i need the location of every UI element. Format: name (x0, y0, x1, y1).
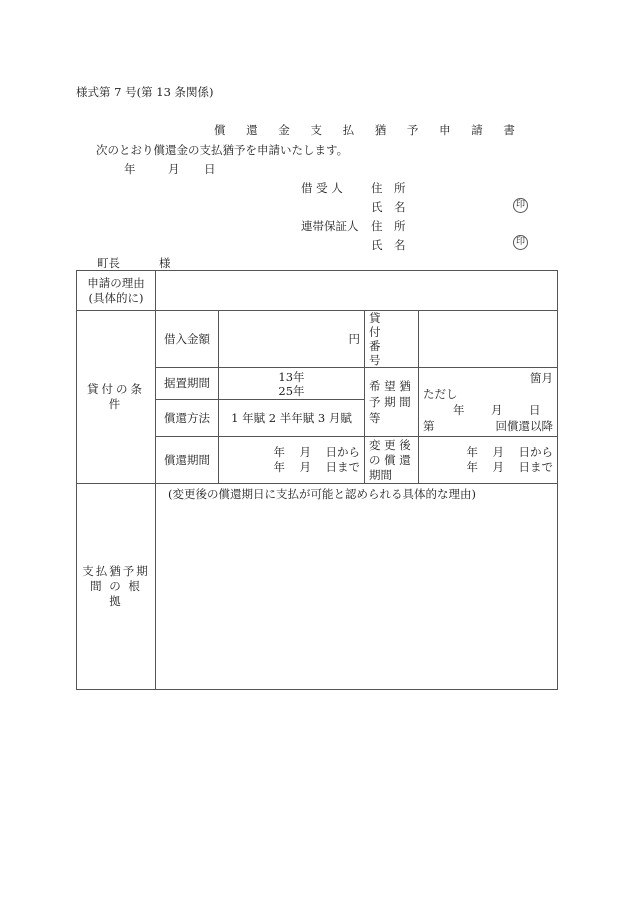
borrower-name-label: 氏 名 (371, 200, 406, 214)
addressee-title: 町長 (97, 256, 120, 270)
borrowed-amount-label: 借入金額 (156, 311, 219, 368)
guarantor-name-label: 氏 名 (371, 238, 406, 252)
form-number: 様式第 7 号(第 13 条関係) (76, 85, 214, 99)
changed-period-field[interactable]: 年 月 日から 年 月 日まで (419, 437, 558, 484)
desired-deferral-field[interactable]: 箇月 ただし 年 月 日 第 回償還以降 (419, 368, 558, 437)
application-date (124, 161, 216, 177)
date-day: 日 (204, 162, 216, 176)
yen-unit: 円 (348, 331, 360, 346)
seal-icon: 印 (513, 235, 528, 250)
borrowed-amount-field[interactable] (219, 311, 365, 368)
reason-label: 申請の理由 (具体的に) (77, 271, 156, 311)
repayment-period-label: 償還期間 (156, 437, 219, 484)
seal-icon: 印 (513, 198, 528, 213)
date-month: 月 (168, 162, 180, 176)
deferral-basis-field[interactable] (156, 484, 558, 690)
grace-period-value: 13年 25年 (219, 368, 365, 400)
intro-text: 次のとおり償還金の支払猶予を申請いたします。 (96, 143, 349, 157)
repayment-method-label: 償還方法 (156, 400, 219, 437)
application-form-table (76, 270, 558, 690)
loan-number-field[interactable] (419, 311, 558, 368)
addressee-honorific: 様 (159, 256, 171, 270)
date-year: 年 (124, 162, 136, 176)
desired-deferral-label: 希 望 猶 予 期 間 等 (365, 368, 419, 437)
loan-conditions-label: 貸付の条件 (77, 311, 156, 484)
repayment-period-field[interactable]: 年 月 日から 年 月 日まで (219, 437, 365, 484)
borrower-address-label: 住 所 (371, 181, 406, 195)
deferral-basis-label: 支払猶予期 間 の 根 拠 (77, 484, 156, 690)
reason-field[interactable] (156, 271, 558, 311)
loan-number-label: 貸 付 番 号 (365, 311, 419, 368)
document-title: 償 還 金 支 払 猶 予 申 請 書 (214, 123, 524, 137)
borrower-label: 借 受 人 (301, 181, 343, 195)
grace-period-label: 据置期間 (156, 368, 219, 400)
addressee (97, 255, 171, 271)
repayment-method-options[interactable]: 1 年賦 2 半年賦 3 月賦 (219, 400, 365, 437)
changed-period-label: 変 更 後 の 償 還 期間 (365, 437, 419, 484)
guarantor-address-label: 住 所 (371, 219, 406, 233)
guarantor-label: 連帯保証人 (301, 219, 359, 233)
deferral-basis-instruction: (変更後の償還期日に支払が可能と認められる具体的な理由) (168, 487, 476, 501)
